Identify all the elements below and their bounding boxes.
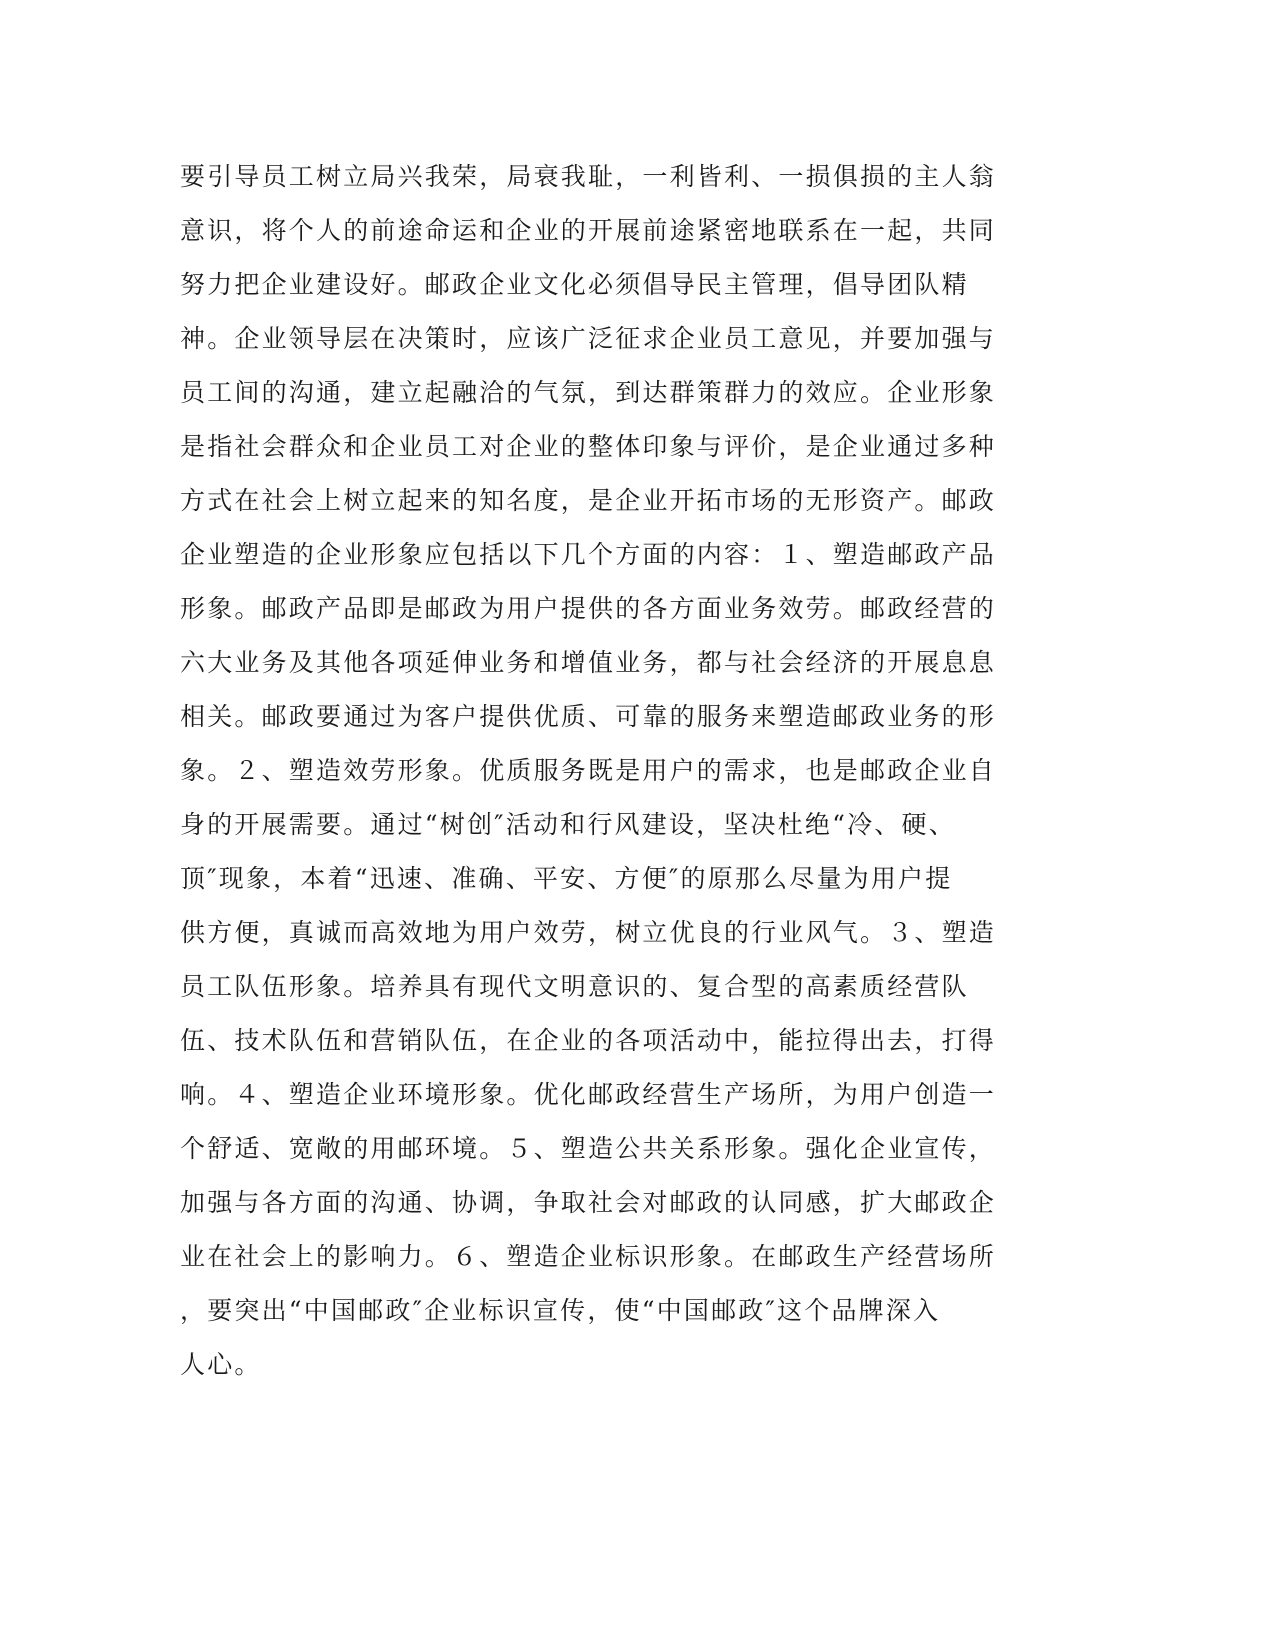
text-line: 员工间的沟通，建立起融洽的气氛，到达群策群力的效应。企业形象 [180, 378, 997, 407]
text-line: 个舒适、宽敞的用邮环境。５、塑造公共关系形象。强化企业宣传， [180, 1134, 997, 1163]
text-line: 顶″现象，本着“迅速、准确、平安、方便″的原那么尽量为用户提 [180, 864, 953, 893]
text-line: 相关。邮政要通过为客户提供优质、可靠的服务来塑造邮政业务的形 [180, 702, 997, 731]
text-line: 伍、技术队伍和营销队伍，在企业的各项活动中，能拉得出去，打得 [180, 1026, 997, 1055]
text-line: 努力把企业建设好。邮政企业文化必须倡导民主管理，倡导团队精 [180, 270, 969, 299]
text-line: 员工队伍形象。培养具有现代文明意识的、复合型的高素质经营队 [180, 972, 969, 1001]
text-line: 供方便，真诚而高效地为用户效劳，树立优良的行业风气。３、塑造 [180, 918, 997, 947]
text-line: 要引导员工树立局兴我荣，局衰我耻，一利皆利、一损俱损的主人翁 [180, 162, 997, 191]
body-text [180, 150, 1040, 1392]
text-line: 是指社会群众和企业员工对企业的整体印象与评价，是企业通过多种 [180, 432, 997, 461]
text-line: 响。４、塑造企业环境形象。优化邮政经营生产场所，为用户创造一 [180, 1080, 997, 1109]
text-line: 六大业务及其他各项延伸业务和增值业务，都与社会经济的开展息息 [180, 648, 997, 677]
text-line: ，要突出“中国邮政″企业标识宣传，使“中国邮政″这个品牌深入 [180, 1296, 941, 1325]
text-line: 企业塑造的企业形象应包括以下几个方面的内容：１、塑造邮政产品 [180, 540, 997, 569]
text-line: 业在社会上的影响力。６、塑造企业标识形象。在邮政生产经营场所 [180, 1242, 997, 1271]
text-line: 加强与各方面的沟通、协调，争取社会对邮政的认同感，扩大邮政企 [180, 1188, 997, 1217]
text-line: 形象。邮政产品即是邮政为用户提供的各方面业务效劳。邮政经营的 [180, 594, 997, 623]
text-line: 人心。 [180, 1350, 262, 1379]
text-line: 象。２、塑造效劳形象。优质服务既是用户的需求，也是邮政企业自 [180, 756, 997, 785]
text-line: 方式在社会上树立起来的知名度，是企业开拓市场的无形资产。邮政 [180, 486, 997, 515]
text-line: 身的开展需要。通过“树创″活动和行风建设，坚决杜绝“冷、硬、 [180, 810, 956, 839]
text-line: 意识，将个人的前途命运和企业的开展前途紧密地联系在一起，共同 [180, 216, 997, 245]
text-line: 神。企业领导层在决策时，应该广泛征求企业员工意见，并要加强与 [180, 324, 997, 353]
